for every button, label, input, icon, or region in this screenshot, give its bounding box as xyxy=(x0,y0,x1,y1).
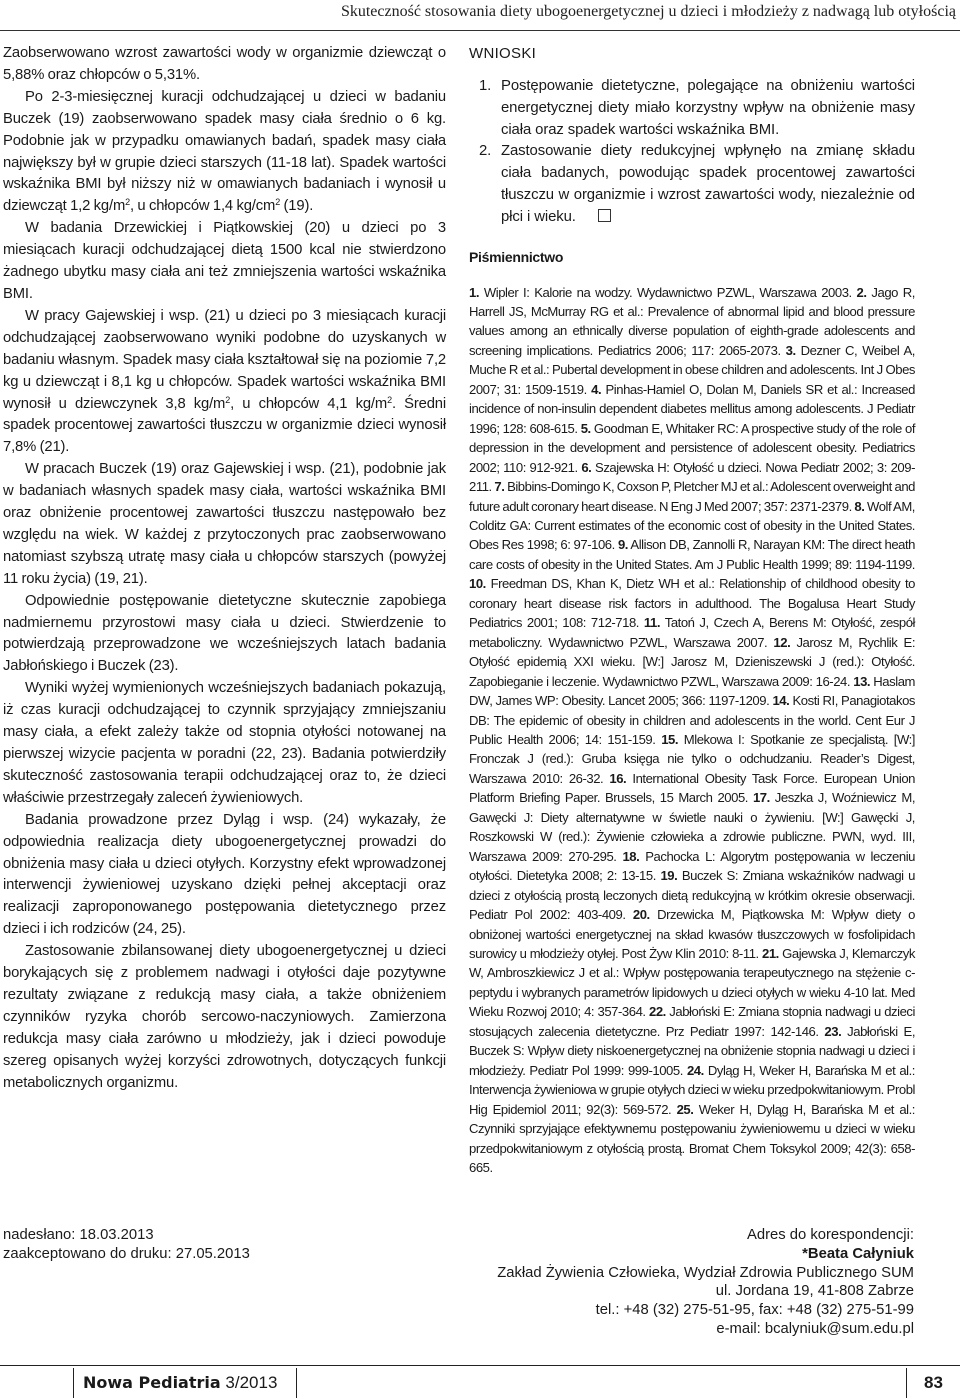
conclusions-list xyxy=(469,76,915,229)
conclusions-title: WNIOSKI xyxy=(469,45,537,62)
reference-number: 19. xyxy=(660,868,678,884)
received-date: nadesłano: 18.03.2013 xyxy=(3,1227,154,1243)
reference-text: Kosti RI, Panagiotakos DB: The epidemic of obesity in children and adolescents in the world. Cent Eur J Public Health 2006; 14: 151-159. xyxy=(469,693,916,747)
body-paragraph: Odpowiednie postępowanie dietetyczne skutecznie zapobiega nadmiernemu przyrostowi masy ciała u dzieci. Stwierdzenie to potwierdzają przeprowadzone we wcześniejszych latach badania Jabłońskiego i Buczek (23). xyxy=(3,592,446,675)
street-address: ul. Jordana 19, 41-808 Zabrze xyxy=(715,1283,914,1300)
reference-number: 12. xyxy=(773,634,791,650)
reference-text: Freedman DS, Khan K, Dietz WH et al.: Relationship of childhood obesity to coronary heart disease risk factors in adulthood. The Bogalusa Heart Study Pediatrics 2001; 108: 712-718. xyxy=(469,576,915,631)
conclusion-item xyxy=(469,141,915,228)
accepted-date: zaakceptowano do druku: 27.05.2013 xyxy=(3,1245,250,1262)
reference-number: 2. xyxy=(856,284,867,300)
reference-number: 8. xyxy=(854,498,865,514)
reference-text: Dezner C, Weibel A, Muche R et al.: Pubertal development in obese children and adolescents. Int J Obes 2007; 31: 1509-1519. xyxy=(469,342,915,397)
reference-text: Wipler I: Kalorie na wodzy. Wydawnictwo PZWL, Warszawa 2003. xyxy=(483,284,852,300)
references-title: Piśmiennictwo xyxy=(469,248,564,265)
left-column xyxy=(3,43,446,1095)
institution: Zakład Żywienia Człowieka, Wydział Zdrowia Publicznego SUM xyxy=(497,1264,914,1281)
reference-number: 23. xyxy=(824,1023,842,1039)
reference-text: International Obesity Task Force. European Union Platform Briefing Paper. Brussels, 15 March 2005. xyxy=(469,770,915,806)
conclusion-text: Postępowanie dietetyczne, polegające na obniżeniu wartości energetycznej diety miało korzystny wpływ na obniżenie masy ciała oraz spadek wartości wskaźnika BMI. xyxy=(501,78,915,138)
reference-text: Gajewska J, Klemarczyk W, Ambroszkiewicz J et al.: Wpływ postępowania terapeutycznego na stężenie c-peptydu i wybranych parametrów lipidowych u dzieci otyłych w wieku 4-10 lat. Med Wieku Rozwoj 2010; 4: 357-364. xyxy=(469,945,915,1020)
reference-text: Buczek S: Zmiana wskaźników nadwagi u dzieci z otyłością prostą leczonych dietą redukcyjną w krótkim okresie obserwacji. Pediatr Pol 2002: 403-409. xyxy=(469,868,915,923)
reference-number: 20. xyxy=(632,907,650,923)
end-of-article-icon xyxy=(598,209,611,222)
reference-text: Jabłoński E, Buczek S: Wpływ diety niskoenergetycznej na obniżenie stopnia nadwagi u dzieci i młodzieży. Pediatr Pol 1999: 999-1005. xyxy=(469,1023,916,1078)
reference-number: 25. xyxy=(676,1101,694,1117)
reference-number: 22. xyxy=(649,1004,666,1020)
author-name: *Beata Całyniuk xyxy=(802,1245,914,1262)
reference-text: Wolf AM, Colditz GA: Current estimates of the economic cost of obesity in the United States. Obes Res 1998; 6: 97-106. xyxy=(469,498,915,553)
reference-text: Dyląg H, Weker H, Barańska M et al.: Interwencja żywieniowa w grupie otyłych dzieci w wieku przedpokwitaniowym. Probl Hig Epidemiol 2011; 92(3): 569-572. xyxy=(469,1062,915,1117)
body-paragraph: Zaobserwowano wzrost zawartości wody w organizmie dziewcząt o 5,88% oraz chłopców o 5,31%. xyxy=(3,45,446,83)
body-paragraph: W badania Drzewickiej i Piątkowskiej (20) u dzieci po 3 miesiącach kuracji odchudzającej dietą 1500 kcal nie stwierdzono żadnego ubytku masy ciała ani też zmniejszenia wartości wskaźnika BMI. xyxy=(3,220,446,302)
reference-number: 9. xyxy=(617,537,628,553)
journal-name: Nowa Pediatria xyxy=(83,1373,221,1392)
reference-text: Jago R, Harrell JS, McMurray RG et al.: Prevalence of abnormal lipid and blood pressure values among an ethnically diverse population of eighth-grade adolescents and screening implications. Pediatrics 2006; 117: 2065-2073. xyxy=(469,284,915,358)
right-column xyxy=(469,43,915,1177)
reference-text: Jarosz M, Rychlik E: Otyłość epidemią XXI wieku. [W:] Jarosz M, Dzieniszewski J (red.): Otyłość. Zapobieganie i leczenie. Wydawnictwo PZWL, Warszawa 2009: 16-24. xyxy=(469,634,916,689)
header-rule xyxy=(0,30,960,31)
email-address: e-mail: bcalyniuk@sum.edu.pl xyxy=(716,1320,914,1337)
submission-dates xyxy=(3,1226,403,1264)
page-number: 83 xyxy=(906,1368,960,1398)
reference-number: 18. xyxy=(622,848,640,864)
reference-number: 21. xyxy=(762,945,779,961)
conclusion-number: 2. xyxy=(479,143,492,160)
reference-number: 24. xyxy=(686,1062,704,1078)
body-paragraph: W pracy Gajewskiej i wsp. (21) u dzieci po 3 miesiącach kuracji odchudzającej zaobserwowano wyniki podobne do uzyskanych w badaniu własnym. Spadek masy ciała kształtował się na poziomie 7,2 kg u dziewcząt i 8,1 kg u chłopców. Spadek wartości wskaźnika BMI wynosił u dziewczynek 3,8 $kg/m^2$, u chłopców 4,1 $kg/m^2$. Średni spadek procentowej zawartości tłuszczu w organizmie dzieci wynosił 7,8% (21). xyxy=(3,307,446,456)
body-paragraph: Zastosowanie zbilansowanej diety ubogoenergetycznej u dzieci borykających się z problemem nadwagi i otyłości daje pozytywne rezultaty związane z redukcją masy ciała, a także obniżeniem czynników ryzyka chorób sercowo-naczyniowych. Zamierzona redukcja masy ciała zarówno u młodzieży, jak i dzieci powoduje szereg opisanych wyżej korzyści zdrowotnych, dotyczących funkcji metabolicznych organizmu. xyxy=(3,943,446,1091)
reference-number: 1. xyxy=(469,284,480,300)
reference-text: Szajewska H: Otyłość u dzieci. Nowa Pediatr 2002; 3: 209-211. xyxy=(469,459,915,495)
reference-text: Drzewicka M, Piątkowska M: Wpływ diety o obniżonej wartości energetycznej na skład kwasów tłuszczowych w fosfolipidach surowicy u młodzieży otyłej. Post Żyw Klin 2010: 8-11. xyxy=(469,907,915,961)
reference-number: 14. xyxy=(772,693,790,709)
reference-text: Goodman E, Whitaker RC: A prospective study of the role of depression in the development and persistence of adolescent obesity. Pediatrics 2002; 110: 912-921. xyxy=(469,420,916,475)
reference-number: 4. xyxy=(591,381,602,397)
reference-text: Tatoń J, Czech A, Berens M: Otyłość, zespół metaboliczny. Wydawnictwo PZWL, Warszawa 2007. xyxy=(469,615,915,650)
reference-number: 15. xyxy=(661,732,679,747)
reference-text: Mlekowa I: Spotkanie ze specjalistą. [W:] Fronczak J (red.): Gruba księga nie tylko o odchudzaniu. Reader’s Digest, Warszawa 2010: 26-32. xyxy=(469,732,915,786)
reference-text: Weker H, Dyląg H, Barańska M et al.: Czynniki sprzyjające efektywnemu postępowaniu żywieniowemu u dzieci w wieku przedpokwitaniowym z otyłością prostą. Bromat Chem Toksykol 2009; 42(3): 658-665. xyxy=(469,1101,915,1175)
reference-number: 16. xyxy=(609,770,627,786)
reference-text: Pinhas-Hamiel O, Dolan M, Daniels SR et al.: Increased incidence of non-insulin dependent diabetes mellitus among adolescents. J Pediatr 1996; 128: 608-615. xyxy=(469,381,915,436)
journal-footer xyxy=(73,1368,297,1398)
journal-issue: 3/2013 xyxy=(225,1373,278,1392)
reference-number: 17. xyxy=(752,790,770,806)
reference-number: 3. xyxy=(785,342,796,358)
body-paragraph: Wyniki wyżej wymienionych wcześniejszych badaniach pokazują, iż czas kuracji odchudzającej to czynnik sprzyjający zmniejszaniu masy ciała, a efekt zależy także od stopnia otyłości notowanej na pierwszej wizycie pacjenta w poradni (22, 23). Badania potwierdziły skuteczność zastosowania terapii odchudzającej oraz to, że dzieci właściwie przestrzegały zaleceń żywieniowych. xyxy=(3,680,446,806)
phone-fax: tel.: +48 (32) 275-51-95, fax: +48 (32) 275-51-99 xyxy=(595,1302,914,1319)
conclusion-number: 1. xyxy=(479,78,492,94)
body-paragraph: W pracach Buczek (19) oraz Gajewskiej i wsp. (21), podobnie jak w badaniach własnych spadek masy ciała, wartości wskaźnika BMI oraz obniżenie procentowej zawartości tłuszczu następowało bez względu na wiek. W każdej z przytoczonych prac zaobserwowano natomiast szybszą utratę masy ciała u chłopców starszych (powyżej 11 roku życia) (19, 21). xyxy=(3,461,446,587)
reference-number: 5. xyxy=(580,420,591,436)
references-list xyxy=(469,283,915,1178)
reference-number: 11. xyxy=(643,615,661,631)
body-paragraph: Badania prowadzone przez Dyląg i wsp. (24) wykazały, że odpowiednia realizacja diety ubogoenergetycznej prowadzi do obniżenia masy ciała u dzieci otyłych. Korzystny efekt wprowadzonej interwencji żywieniowej uzyskano dzięki pełnej akceptacji oraz realizacji zaproponowanego postępowania dietetycznego przez dzieci i ich rodziców (24, 25). xyxy=(3,811,446,938)
reference-number: 10. xyxy=(469,576,486,592)
reference-number: 13. xyxy=(853,673,871,689)
reference-text: Haslam DW, James WP: Obesity. Lancet 2005; 366: 1197-1209. xyxy=(469,673,915,709)
body-paragraph: Po 2-3-miesięcznej kuracji odchudzającej u dzieci w badaniu Buczek (19) zaobserwowano spadek masy ciała średnio o 6 kg. Podobnie jak w przypadku omawianych badań, spadek masy ciała największy był w grupie dzieci starszych (11-18 lat). Spadek wartości wskaźnika BMI był niższy niż w omawianych badaniach i wynosił u dziewcząt 1,2 $kg/m^2$, u chłopców 1,4 $kg/cm^2$ (19). xyxy=(3,88,446,215)
correspondence-address xyxy=(394,1226,914,1339)
reference-text: Bibbins-Domingo K, Coxson P, Pletcher MJ et al.: Adolescent overweight and future adult coronary heart disease. N Eng J Med 2007; 357: 2371-2379. xyxy=(469,479,915,514)
footer-rule xyxy=(0,1365,960,1366)
reference-text: Jabłoński E: Zmiana stopnia nadwagi u dzieci stosujących zalecenia dietetyczne. Prz Pediatr 1997: 142-146. xyxy=(469,1004,915,1039)
reference-text: Jeszka J, Woźniewicz M, Gawęcki J: Diety alternatywne w świetle nauki o żywieniu. [W:] Gawęcki J, Roszkowski W (red.): Żywienie człowieka a zdrowie publiczne. PWN, wyd. III, Warszawa 2009: 270-295. xyxy=(469,790,916,864)
running-head: Skuteczność stosowania diety ubogoenergetycznej u dzieci i młodzieży z nadwagą lub otyłością xyxy=(340,3,956,20)
reference-number: 7. xyxy=(494,479,505,495)
reference-number: 6. xyxy=(581,459,592,475)
conclusion-item xyxy=(469,76,915,141)
reference-text: Pachocka L: Algorytm postępowania w leczeniu otyłości. Dietetyka 2008; 2: 13-15. xyxy=(469,848,915,884)
correspondence-heading: Adres do korespondencji: xyxy=(747,1227,914,1243)
conclusion-text: Zastosowanie diety redukcyjnej wpłynęło na zmianę składu ciała badanych, powodując spadek procentowej zawartości tłuszczu w organizmie i wzrost zawartości wody, niezależnie od płci i wieku. xyxy=(501,143,915,225)
reference-text: Allison DB, Zannolli R, Narayan KM: The direct heath care costs of obesity in the United States. Am J Public Health 1999; 89: 1194-1199. xyxy=(469,537,915,572)
